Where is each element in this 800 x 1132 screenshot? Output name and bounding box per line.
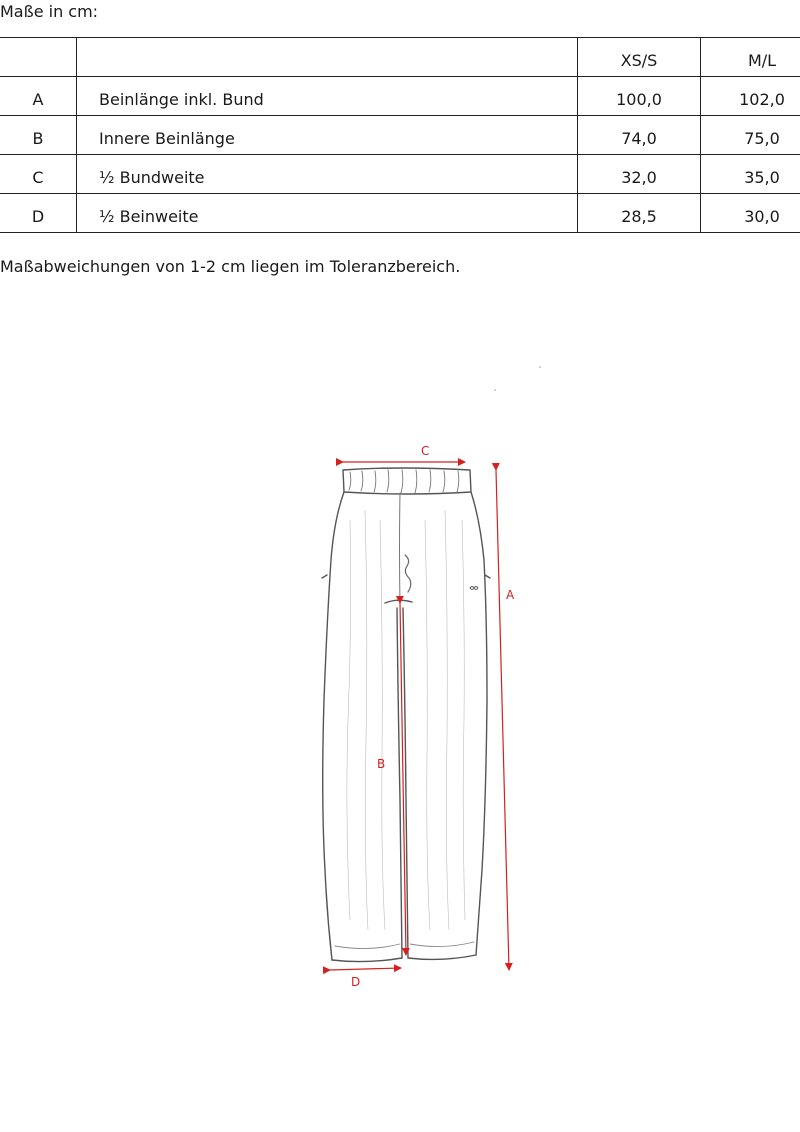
row-xs-s [578, 116, 701, 155]
row-xs-s [578, 77, 701, 116]
row-xs-s-text: 28,5 [621, 206, 657, 226]
row-label-text: ½ Beinweite [99, 206, 199, 226]
row-label [77, 77, 578, 116]
row-m-l [701, 77, 800, 116]
header-m-l-text: M/L [747, 50, 777, 70]
row-code-text: B [32, 128, 44, 148]
header-code [0, 38, 77, 77]
row-label [77, 155, 578, 194]
dimension-a-line [496, 470, 509, 970]
speck-mark [494, 389, 496, 391]
dimension-d-line [330, 968, 401, 970]
right-leg-inner [403, 608, 408, 958]
row-m-l [701, 155, 800, 194]
row-m-l-text: 102,0 [739, 89, 785, 109]
row-xs-s [578, 155, 701, 194]
row-label-text: Beinlänge inkl. Bund [99, 89, 264, 109]
row-code [0, 116, 77, 155]
crotch-curve [385, 600, 412, 603]
fly-seam [400, 493, 401, 605]
waistband-outline [343, 468, 471, 494]
header-xs-s-text: XS/S [620, 50, 658, 70]
left-pocket-mark [322, 575, 327, 578]
row-m-l-text: 30,0 [744, 206, 780, 226]
left-hem [332, 958, 402, 962]
dimension-b-line [400, 603, 406, 955]
logo-mark [470, 587, 478, 590]
row-xs-s-text: 32,0 [621, 167, 657, 187]
measurements-heading: Maße in cm: [0, 2, 99, 21]
row-label-text: Innere Beinlänge [99, 128, 235, 148]
row-label-text: ½ Bundweite [99, 167, 205, 187]
row-xs-s-text: 74,0 [621, 128, 657, 148]
header-m-l [701, 38, 800, 77]
table-row [0, 155, 800, 194]
row-code [0, 155, 77, 194]
right-leg-outer [471, 492, 487, 955]
header-xs-s [578, 38, 701, 77]
dimension-d-label: D [351, 975, 361, 989]
table-row [0, 116, 800, 155]
tolerance-note: Maßabweichungen von 1-2 cm liegen im Toleranzbereich. [0, 257, 461, 276]
table-header-row [0, 38, 800, 77]
row-xs-s-text: 100,0 [616, 89, 662, 109]
row-label [77, 116, 578, 155]
row-code-text: C [32, 167, 44, 187]
drawstring [405, 555, 411, 592]
dimension-lines [330, 462, 509, 970]
fabric-shading [347, 510, 465, 930]
dimension-c-label: C [421, 444, 430, 458]
size-table [0, 37, 800, 233]
header-label [77, 38, 578, 77]
waistband-gathers [349, 470, 459, 493]
left-leg-outer [323, 492, 344, 960]
right-pocket-mark [485, 575, 490, 578]
row-m-l [701, 194, 800, 233]
row-code-text: D [31, 206, 45, 226]
dimension-b-label: B [377, 757, 386, 771]
row-m-l-text: 35,0 [744, 167, 780, 187]
right-hem [408, 955, 476, 959]
row-m-l [701, 116, 800, 155]
trousers-outline [322, 468, 490, 962]
right-hem-fold [410, 942, 474, 947]
row-label [77, 194, 578, 233]
row-code [0, 194, 77, 233]
row-code-text: A [32, 89, 44, 109]
table-row [0, 77, 800, 116]
left-hem-fold [335, 944, 400, 949]
row-xs-s [578, 194, 701, 233]
row-m-l-text: 75,0 [744, 128, 780, 148]
table-row [0, 194, 800, 233]
left-leg-inner [397, 608, 402, 958]
dimension-a-label: A [506, 588, 515, 602]
speck-mark [539, 366, 541, 368]
row-code [0, 77, 77, 116]
